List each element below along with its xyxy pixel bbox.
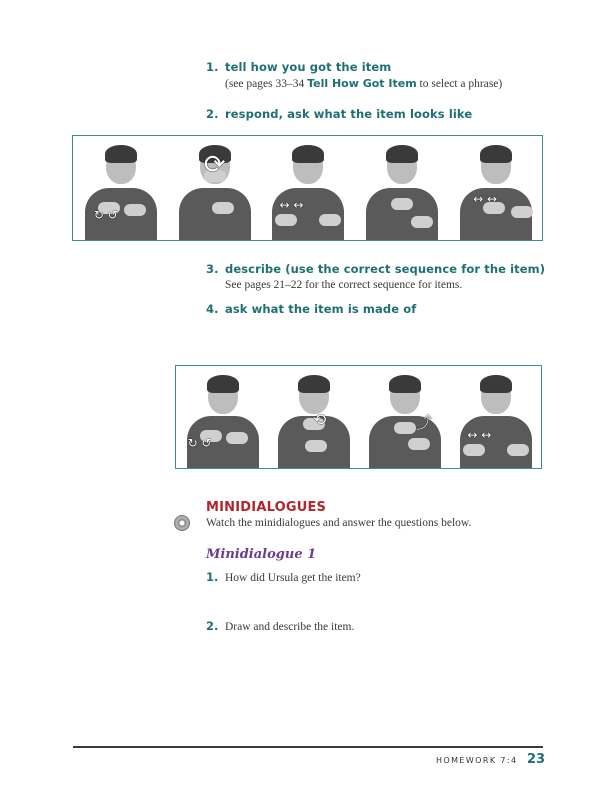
circle-arrow-icon: ⟳ — [203, 150, 226, 180]
question-text: How did Ursula get the item? — [225, 572, 361, 584]
rotation-arrows-icon: ↻ ↺ — [93, 208, 118, 222]
signer-hand — [411, 216, 433, 228]
step-number: 4. — [206, 302, 219, 316]
rotation-arrows-icon: ↻ ↺ — [187, 436, 212, 450]
step-3 — [206, 262, 545, 276]
signer-hand — [511, 206, 533, 218]
step-1-reference — [225, 77, 502, 90]
signer-hair — [105, 145, 137, 163]
twist-arrows-icon: ⟲ — [312, 410, 327, 429]
dvd-disc-icon — [174, 515, 190, 531]
reference-text: to select a phrase) — [416, 78, 503, 90]
page-number: 23 — [527, 752, 546, 767]
step-number: 1. — [206, 60, 219, 74]
signer-hand — [463, 444, 485, 456]
step-label: tell how you got the item — [225, 60, 392, 74]
signer-photo — [174, 136, 254, 240]
signer-hand — [394, 422, 416, 434]
step-number: 2. — [206, 107, 219, 121]
signer-hair — [480, 145, 512, 163]
step-label: ask what the item is made of — [225, 302, 417, 316]
signer-photo — [182, 366, 262, 468]
sign-photo-strip-1 — [72, 135, 543, 241]
signer-hand — [226, 432, 248, 444]
signer-hand — [391, 198, 413, 210]
signer-hair — [292, 145, 324, 163]
signer-photo — [80, 136, 160, 240]
signer-hand — [212, 202, 234, 214]
question-number: 2. — [206, 619, 219, 633]
step-3-reference: See pages 21–22 for the correct sequence for items. — [225, 279, 463, 291]
hook-arrow-icon: ⤴ — [416, 413, 433, 432]
double-arrow-icon: ↔ ↔ — [279, 198, 304, 212]
signer-hand — [507, 444, 529, 456]
question-text: Draw and describe the item. — [225, 621, 355, 633]
signer-hand — [305, 440, 327, 452]
signer-torso — [366, 188, 438, 240]
signer-hair — [298, 375, 330, 393]
signer-photo — [455, 136, 535, 240]
signer-hair — [480, 375, 512, 393]
signer-photo — [267, 136, 347, 240]
signer-photo — [364, 366, 444, 468]
signer-photo — [455, 366, 535, 468]
step-2 — [206, 107, 472, 121]
signer-torso — [179, 188, 251, 240]
minidialogues-heading: MINIDIALOGUES — [206, 500, 327, 515]
signer-hair — [386, 145, 418, 163]
question-2 — [206, 615, 354, 634]
minidialogues-instruction: Watch the minidialogues and answer the questions below. — [206, 517, 472, 529]
sign-photo-strip-2 — [175, 365, 542, 469]
minidialogue-1-heading: Minidialogue 1 — [206, 547, 317, 562]
step-label: describe (use the correct sequence for the item) — [225, 262, 546, 276]
signer-hand — [408, 438, 430, 450]
signer-torso — [460, 416, 532, 468]
question-1 — [206, 566, 361, 585]
signer-hand — [124, 204, 146, 216]
reference-text: (see pages 33–34 — [225, 78, 308, 90]
double-arrow-icon: ↔ ↔ — [473, 192, 498, 206]
footer-section-label: HOMEWORK 7:4 — [436, 756, 518, 765]
step-1 — [206, 60, 391, 74]
step-4 — [206, 302, 416, 316]
signer-photo — [273, 366, 353, 468]
signer-hair — [389, 375, 421, 393]
signer-hair — [207, 375, 239, 393]
signer-hand — [319, 214, 341, 226]
reference-highlight: Tell How Got Item — [307, 77, 417, 90]
double-arrow-icon: ↔ ↔ — [467, 428, 492, 442]
step-number: 3. — [206, 262, 219, 276]
signer-hand — [275, 214, 297, 226]
question-number: 1. — [206, 570, 219, 584]
signer-photo — [361, 136, 441, 240]
step-label: respond, ask what the item looks like — [225, 107, 473, 121]
footer-rule — [73, 746, 543, 748]
